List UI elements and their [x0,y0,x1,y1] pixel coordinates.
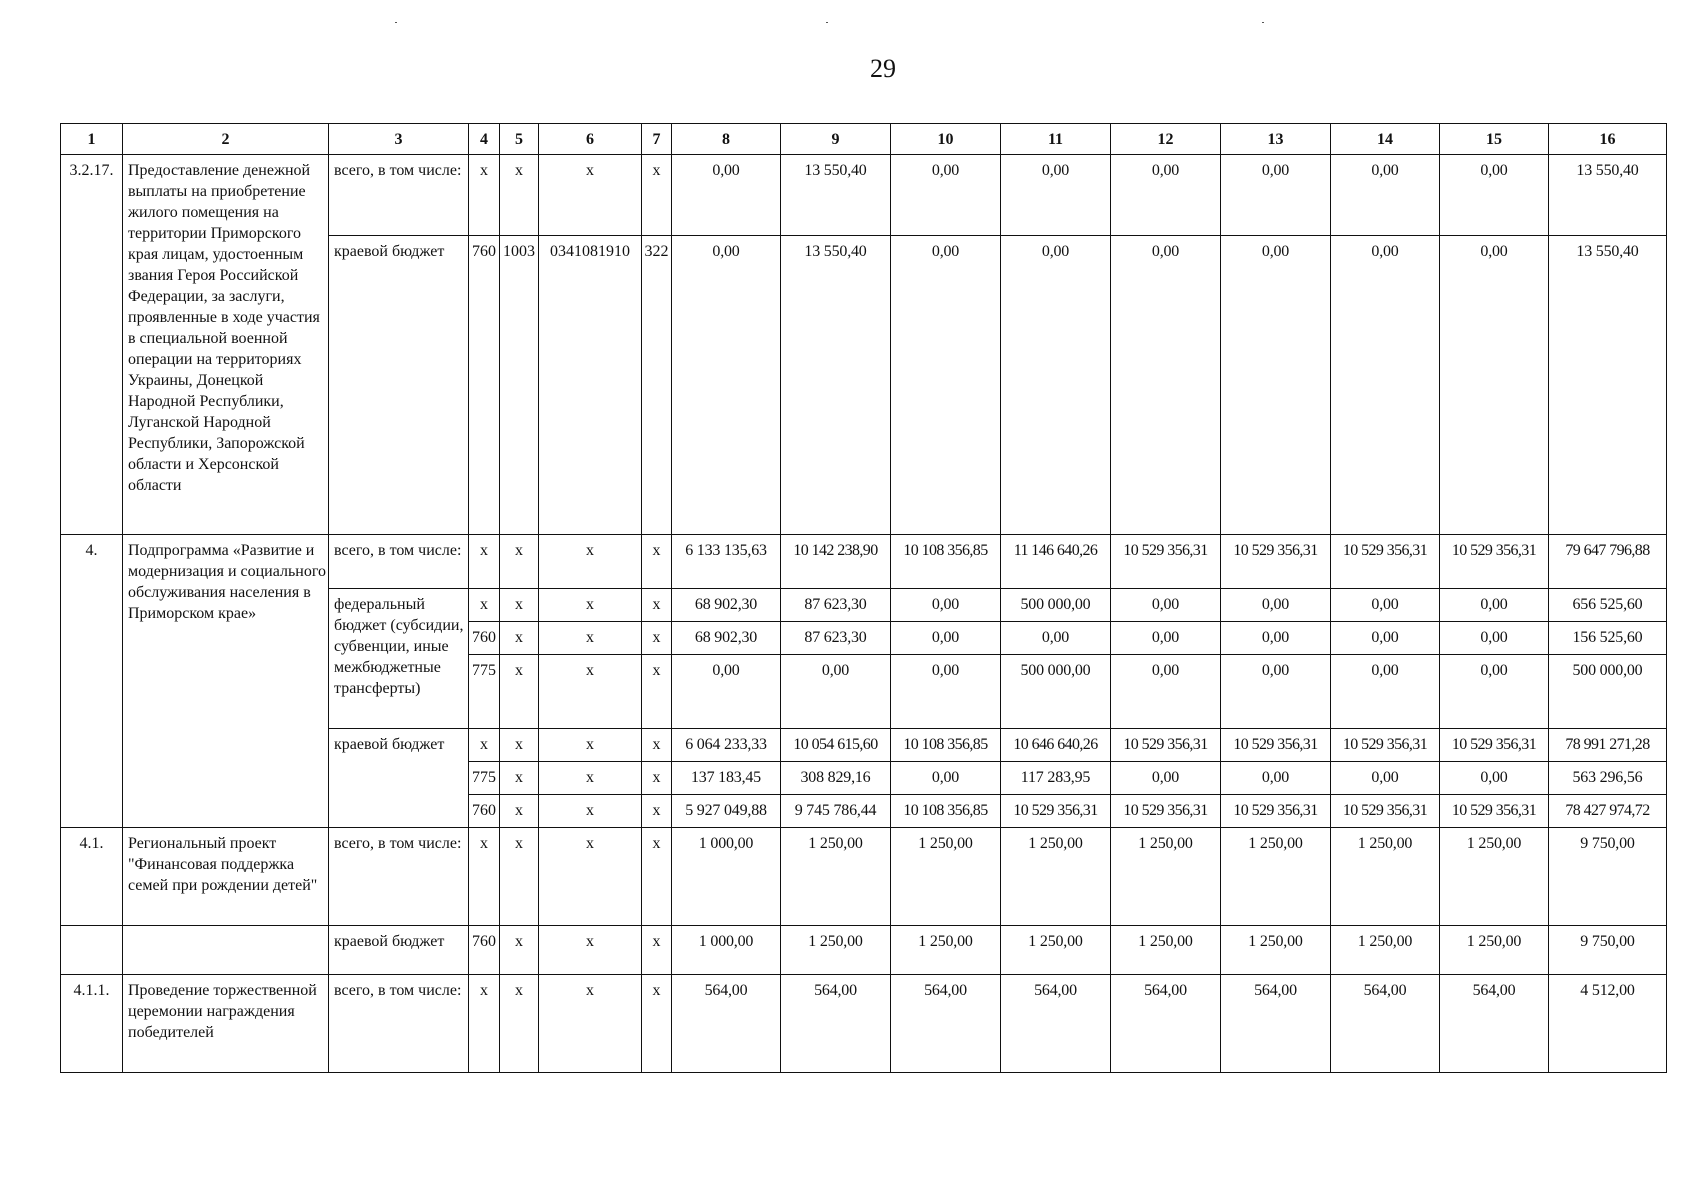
amount-cell: 13 550,40 [781,236,891,535]
amount-cell: 0,00 [1221,236,1331,535]
funding-source: всего, в том числе: [329,828,469,926]
amount-cell: 10 108 356,85 [891,795,1001,828]
amount-cell: 10 646 640,26 [1001,729,1111,762]
row-number: 4.1. [61,828,123,926]
amount-cell: 78 991 271,28 [1549,729,1667,762]
code-cell: x [469,975,500,1073]
amount-cell: 0,00 [1440,155,1549,236]
amount-cell: 1 250,00 [1440,926,1549,975]
amount-cell: 564,00 [891,975,1001,1073]
code-cell: x [469,729,500,762]
amount-cell: 13 550,40 [1549,155,1667,236]
code-cell: 760 [469,622,500,655]
budget-table [60,123,1667,1073]
column-header-10: 10 [891,124,1001,155]
amount-cell: 1 250,00 [1440,828,1549,926]
funding-source: всего, в том числе: [329,975,469,1073]
amount-cell: 6 133 135,63 [672,535,781,589]
amount-cell: 1 250,00 [1111,926,1221,975]
row-number: 4.1.1. [61,975,123,1073]
amount-cell: 1 250,00 [891,828,1001,926]
amount-cell: 0,00 [672,236,781,535]
code-cell: 760 [469,926,500,975]
code-cell: 0341081910 [539,236,642,535]
amount-cell: 564,00 [1221,975,1331,1073]
amount-cell: 0,00 [891,655,1001,729]
amount-cell: 87 623,30 [781,622,891,655]
amount-cell: 0,00 [891,622,1001,655]
amount-cell: 0,00 [672,655,781,729]
code-cell: 775 [469,655,500,729]
amount-cell: 10 529 356,31 [1111,535,1221,589]
amount-cell: 10 108 356,85 [891,729,1001,762]
code-cell: x [500,828,539,926]
amount-cell: 564,00 [781,975,891,1073]
amount-cell: 10 108 356,85 [891,535,1001,589]
code-cell: x [500,622,539,655]
scan-speck-middle [826,22,828,23]
amount-cell: 0,00 [1001,236,1111,535]
amount-cell: 0,00 [891,236,1001,535]
code-cell: x [500,535,539,589]
column-header-13: 13 [1221,124,1331,155]
amount-cell: 1 250,00 [891,926,1001,975]
amount-cell: 564,00 [1001,975,1111,1073]
funding-source: краевой бюджет [329,236,469,535]
amount-cell: 0,00 [1221,762,1331,795]
amount-cell: 10 529 356,31 [1331,535,1440,589]
code-cell: x [469,535,500,589]
code-cell: x [539,655,642,729]
code-cell: 775 [469,762,500,795]
code-cell: x [500,926,539,975]
row-name: Предоставление денежной выплаты на приобретение жилого помещения на территории Приморского края лицам, удостоенным звания Героя Российской Федерации, за заслуги, проявленные в ходе участия в специальной военной операции на территориях Украины, Донецкой Народной Республики, Луганской Народной Республики, Запорожской области и Херсонской области [123,155,329,535]
amount-cell: 68 902,30 [672,589,781,622]
column-header-7: 7 [642,124,672,155]
code-cell: x [539,729,642,762]
column-header-1: 1 [61,124,123,155]
row-number: 3.2.17. [61,155,123,535]
amount-cell: 563 296,56 [1549,762,1667,795]
amount-cell: 1 250,00 [1001,926,1111,975]
code-cell: x [539,622,642,655]
code-cell: x [539,535,642,589]
row-name: Региональный проект "Финансовая поддержка семей при рождении детей" [123,828,329,926]
amount-cell: 0,00 [1331,236,1440,535]
column-header-15: 15 [1440,124,1549,155]
code-cell: x [539,155,642,236]
amount-cell: 0,00 [891,155,1001,236]
amount-cell: 0,00 [1111,155,1221,236]
amount-cell: 308 829,16 [781,762,891,795]
amount-cell: 1 250,00 [1331,828,1440,926]
code-cell: x [500,975,539,1073]
code-cell: x [642,589,672,622]
code-cell: x [469,828,500,926]
funding-source: всего, в том числе: [329,155,469,236]
amount-cell: 10 529 356,31 [1221,535,1331,589]
code-cell: x [500,729,539,762]
amount-cell: 13 550,40 [1549,236,1667,535]
funding-source: краевой бюджет [329,729,469,828]
amount-cell: 0,00 [1111,589,1221,622]
page-number: 29 [870,54,896,83]
amount-cell: 5 927 049,88 [672,795,781,828]
funding-source: федеральный бюджет (субсидии, субвенции, иные межбюджетные трансферты) [329,589,469,729]
amount-cell: 564,00 [1111,975,1221,1073]
amount-cell: 500 000,00 [1001,655,1111,729]
amount-cell: 1 250,00 [781,828,891,926]
amount-cell: 564,00 [1440,975,1549,1073]
amount-cell: 0,00 [1221,655,1331,729]
funding-source: краевой бюджет [329,926,469,975]
amount-cell: 11 146 640,26 [1001,535,1111,589]
column-header-16: 16 [1549,124,1667,155]
code-cell: 760 [469,795,500,828]
code-cell: x [469,155,500,236]
code-cell: x [539,589,642,622]
code-cell: x [539,975,642,1073]
scan-speck-left [395,22,397,23]
amount-cell: 0,00 [1221,622,1331,655]
amount-cell: 564,00 [1331,975,1440,1073]
amount-cell: 0,00 [1111,236,1221,535]
amount-cell: 0,00 [672,155,781,236]
row-3-2-17-total [61,155,1667,236]
empty-cell [123,926,329,975]
amount-cell: 0,00 [1440,762,1549,795]
amount-cell: 500 000,00 [1549,655,1667,729]
code-cell: x [642,762,672,795]
amount-cell: 10 529 356,31 [1440,729,1549,762]
code-cell: x [539,795,642,828]
amount-cell: 564,00 [672,975,781,1073]
amount-cell: 117 283,95 [1001,762,1111,795]
amount-cell: 87 623,30 [781,589,891,622]
code-cell: x [539,828,642,926]
amount-cell: 9 745 786,44 [781,795,891,828]
code-cell: x [642,622,672,655]
column-header-11: 11 [1001,124,1111,155]
amount-cell: 79 647 796,88 [1549,535,1667,589]
row-number: 4. [61,535,123,828]
amount-cell: 10 529 356,31 [1440,535,1549,589]
row-name: Подпрограмма «Развитие и модернизация и социального обслуживания населения в Приморском крае» [123,535,329,828]
amount-cell: 137 183,45 [672,762,781,795]
amount-cell: 1 000,00 [672,926,781,975]
amount-cell: 1 250,00 [1111,828,1221,926]
row-4-total [61,535,1667,589]
amount-cell: 0,00 [1221,589,1331,622]
amount-cell: 1 250,00 [1001,828,1111,926]
column-header-4: 4 [469,124,500,155]
amount-cell: 0,00 [1001,622,1111,655]
amount-cell: 0,00 [1111,622,1221,655]
code-cell: x [500,655,539,729]
code-cell: x [642,155,672,236]
amount-cell: 0,00 [1221,155,1331,236]
amount-cell: 10 142 238,90 [781,535,891,589]
amount-cell: 0,00 [1331,762,1440,795]
amount-cell: 9 750,00 [1549,926,1667,975]
header-row [61,124,1667,155]
empty-cell [61,926,123,975]
code-cell: x [500,795,539,828]
amount-cell: 1 250,00 [1331,926,1440,975]
amount-cell: 1 250,00 [1221,828,1331,926]
amount-cell: 10 529 356,31 [1440,795,1549,828]
amount-cell: 0,00 [1331,655,1440,729]
column-header-2: 2 [123,124,329,155]
code-cell: x [642,729,672,762]
amount-cell: 0,00 [1440,655,1549,729]
row-4-1-total [61,828,1667,926]
amount-cell: 1 250,00 [1221,926,1331,975]
amount-cell: 10 529 356,31 [1331,729,1440,762]
amount-cell: 0,00 [1440,589,1549,622]
column-header-12: 12 [1111,124,1221,155]
code-cell: 1003 [500,236,539,535]
amount-cell: 6 064 233,33 [672,729,781,762]
amount-cell: 10 529 356,31 [1001,795,1111,828]
code-cell: x [642,535,672,589]
amount-cell: 10 054 615,60 [781,729,891,762]
code-cell: 760 [469,236,500,535]
amount-cell: 0,00 [1440,236,1549,535]
funding-source: всего, в том числе: [329,535,469,589]
amount-cell: 0,00 [891,589,1001,622]
amount-cell: 0,00 [1440,622,1549,655]
amount-cell: 1 250,00 [781,926,891,975]
amount-cell: 4 512,00 [1549,975,1667,1073]
amount-cell: 0,00 [1111,655,1221,729]
amount-cell: 0,00 [1331,589,1440,622]
code-cell: x [469,589,500,622]
code-cell: x [539,926,642,975]
amount-cell: 500 000,00 [1001,589,1111,622]
code-cell: x [642,795,672,828]
amount-cell: 78 427 974,72 [1549,795,1667,828]
amount-cell: 0,00 [781,655,891,729]
row-4-1-1-total [61,975,1667,1073]
amount-cell: 13 550,40 [781,155,891,236]
amount-cell: 156 525,60 [1549,622,1667,655]
code-cell: x [642,975,672,1073]
amount-cell: 9 750,00 [1549,828,1667,926]
amount-cell: 68 902,30 [672,622,781,655]
amount-cell: 1 000,00 [672,828,781,926]
amount-cell: 0,00 [1001,155,1111,236]
amount-cell: 0,00 [891,762,1001,795]
amount-cell: 10 529 356,31 [1111,729,1221,762]
amount-cell: 0,00 [1331,155,1440,236]
column-header-9: 9 [781,124,891,155]
scan-speck-right [1262,22,1264,23]
code-cell: x [642,655,672,729]
amount-cell: 0,00 [1331,622,1440,655]
column-header-8: 8 [672,124,781,155]
code-cell: x [642,828,672,926]
row-4-1-regional [61,926,1667,975]
row-name: Проведение торжественной церемонии награждения победителей [123,975,329,1073]
amount-cell: 0,00 [1111,762,1221,795]
amount-cell: 656 525,60 [1549,589,1667,622]
amount-cell: 10 529 356,31 [1221,729,1331,762]
code-cell: x [500,762,539,795]
code-cell: x [500,155,539,236]
amount-cell: 10 529 356,31 [1331,795,1440,828]
code-cell: x [500,589,539,622]
code-cell: x [642,926,672,975]
column-header-3: 3 [329,124,469,155]
amount-cell: 10 529 356,31 [1221,795,1331,828]
column-header-5: 5 [500,124,539,155]
code-cell: x [539,762,642,795]
code-cell: 322 [642,236,672,535]
column-header-6: 6 [539,124,642,155]
amount-cell: 10 529 356,31 [1111,795,1221,828]
column-header-14: 14 [1331,124,1440,155]
